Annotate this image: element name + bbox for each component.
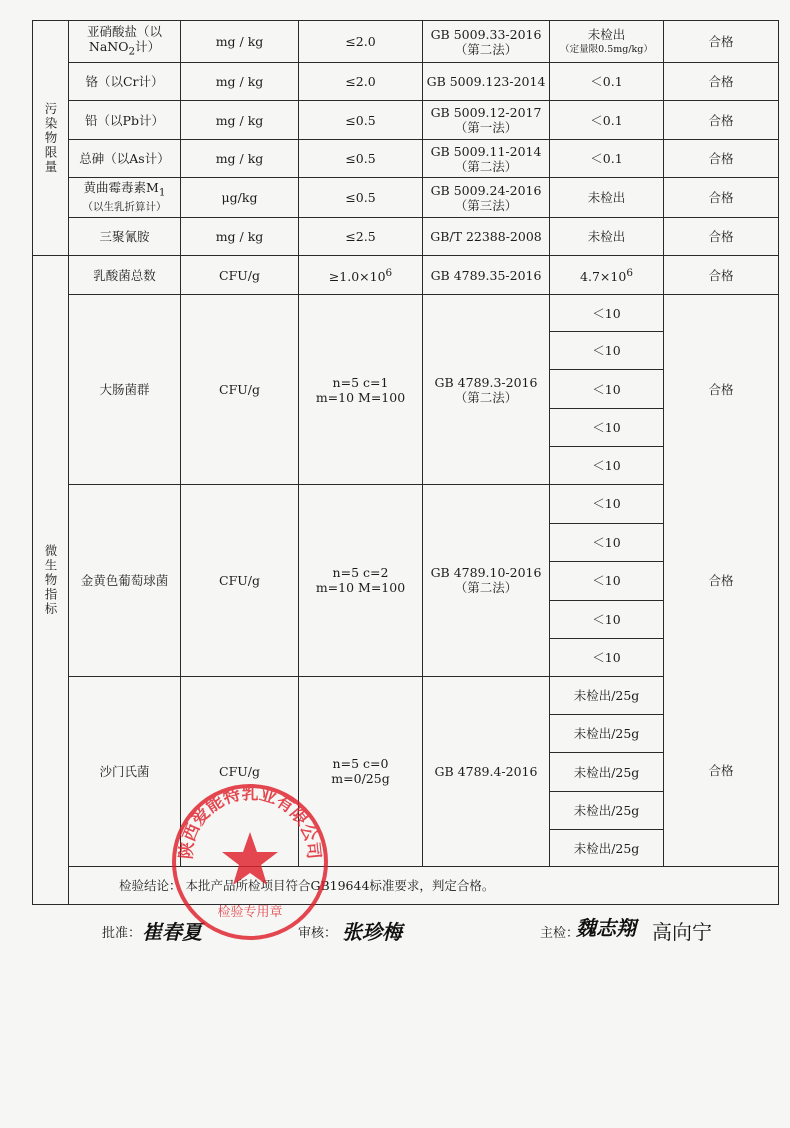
conclusion: 检验结论： 本批产品所检项目符合GB19644标准要求，判定合格。: [69, 867, 779, 905]
seal-star-icon: [222, 832, 278, 885]
review-label: 审核：: [298, 926, 338, 941]
item-unit: mg / kg: [181, 101, 299, 140]
item-unit: mg / kg: [181, 63, 299, 101]
item-result: $4.7\times 10^6$: [550, 256, 664, 295]
item-limit: $\ge 1.0\times 10^6$: [299, 256, 423, 295]
item-result: ＜10: [550, 600, 664, 638]
item-unit: CFU/g: [181, 485, 299, 677]
inspection-table: [32, 20, 779, 905]
item-unit: μg/kg: [181, 178, 299, 218]
item-result: ＜10: [550, 332, 664, 370]
item-verdict: 合格: [708, 763, 734, 778]
item-method: GB 4789.35-2016: [423, 256, 550, 295]
item-limit: n=5 c=0 m=0/25g: [299, 676, 423, 867]
inspector-label: 主检：: [540, 926, 580, 941]
item-result: ＜10: [550, 370, 664, 409]
micro-verdict-column: [664, 295, 779, 867]
item-method: GB 4789.4-2016: [423, 676, 550, 867]
item-method: GB 4789.3-2016 （第二法）: [423, 295, 550, 485]
item-limit: ≤0.5: [299, 140, 423, 178]
inspector-signature-1: 魏志翔: [576, 916, 636, 940]
inspector-signature-2: 高向宁: [652, 920, 712, 944]
item-name: 乳酸菌总数: [69, 256, 181, 295]
item-unit: mg / kg: [181, 218, 299, 256]
approve-label: 批准：: [102, 926, 142, 941]
item-name: 铅（以Pb计）: [69, 101, 181, 140]
item-name: 沙门氏菌: [69, 676, 181, 867]
item-unit: CFU/g: [181, 256, 299, 295]
item-method: GB 5009.123-2014: [423, 63, 550, 101]
item-verdict: 合格: [708, 573, 734, 588]
item-limit: n=5 c=2 m=10 M=100: [299, 485, 423, 677]
item-result: ＜10: [550, 295, 664, 332]
item-result: ＜10: [550, 447, 664, 485]
item-result: 未检出: [550, 178, 664, 218]
item-verdict: 合格: [664, 140, 779, 178]
item-unit: mg / kg: [181, 21, 299, 63]
item-limit: ≤2.0: [299, 63, 423, 101]
item-result: ＜10: [550, 409, 664, 447]
item-limit: ≤2.0: [299, 21, 423, 63]
item-unit: CFU/g: [181, 676, 299, 867]
item-result: 未检出/25g: [550, 830, 664, 867]
item-limit: n=5 c=1 m=10 M=100: [299, 295, 423, 485]
item-limit: ≤0.5: [299, 101, 423, 140]
item-verdict: 合格: [664, 21, 779, 63]
item-result: ＜0.1: [550, 140, 664, 178]
seal-subtext: 检验专用章: [217, 905, 283, 920]
item-name: 大肠菌群: [69, 295, 181, 485]
item-result: ＜10: [550, 485, 664, 524]
item-verdict: 合格: [664, 101, 779, 140]
seal-text: 陕西爱能特乳业有限公司: [176, 783, 324, 861]
item-result: 未检出/25g: [550, 715, 664, 753]
item-method: GB 5009.24-2016 （第三法）: [423, 178, 550, 218]
item-method: GB 5009.11-2014 （第二法）: [423, 140, 550, 178]
item-name: 金黄色葡萄球菌: [69, 485, 181, 677]
item-method: GB 5009.12-2017 （第一法）: [423, 101, 550, 140]
item-result: ＜0.1: [550, 63, 664, 101]
item-result: 未检出/25g: [550, 792, 664, 830]
item-verdict: 合格: [664, 256, 779, 295]
item-name: 三聚氰胺: [69, 218, 181, 256]
signature-row: [0, 912, 790, 952]
item-verdict: 合格: [708, 382, 734, 397]
item-unit: CFU/g: [181, 295, 299, 485]
category-microbial: 微生物指标: [33, 256, 69, 905]
item-verdict: 合格: [664, 218, 779, 256]
item-limit: ≤2.5: [299, 218, 423, 256]
item-method: GB/T 22388-2008: [423, 218, 550, 256]
item-result: 未检出 （定量限0.5mg/kg）: [550, 21, 664, 63]
category-contaminant-limit: 污染物限量: [33, 21, 69, 256]
item-name: 总砷（以As计）: [69, 140, 181, 178]
company-seal: [168, 780, 332, 944]
item-result: ＜10: [550, 523, 664, 561]
item-verdict: 合格: [664, 178, 779, 218]
item-verdict: 合格: [664, 63, 779, 101]
item-limit: ≤0.5: [299, 178, 423, 218]
item-result: ＜10: [550, 638, 664, 676]
item-result: 未检出/25g: [550, 753, 664, 792]
item-method: GB 4789.10-2016 （第二法）: [423, 485, 550, 677]
item-result: 未检出: [550, 218, 664, 256]
review-signature: 张珍梅: [342, 920, 402, 944]
item-result: ＜0.1: [550, 101, 664, 140]
item-method: GB 5009.33-2016 （第二法）: [423, 21, 550, 63]
item-unit: mg / kg: [181, 140, 299, 178]
item-name: 黄曲霉毒素$M_1$ （以生乳折算计）: [69, 178, 181, 218]
approve-signature: 崔春夏: [142, 920, 202, 944]
item-name: 亚硝酸盐（以NaNO$_2$计）: [69, 21, 181, 63]
item-result: 未检出/25g: [550, 676, 664, 715]
item-name: 铬（以Cr计）: [69, 63, 181, 101]
item-result: ＜10: [550, 561, 664, 600]
